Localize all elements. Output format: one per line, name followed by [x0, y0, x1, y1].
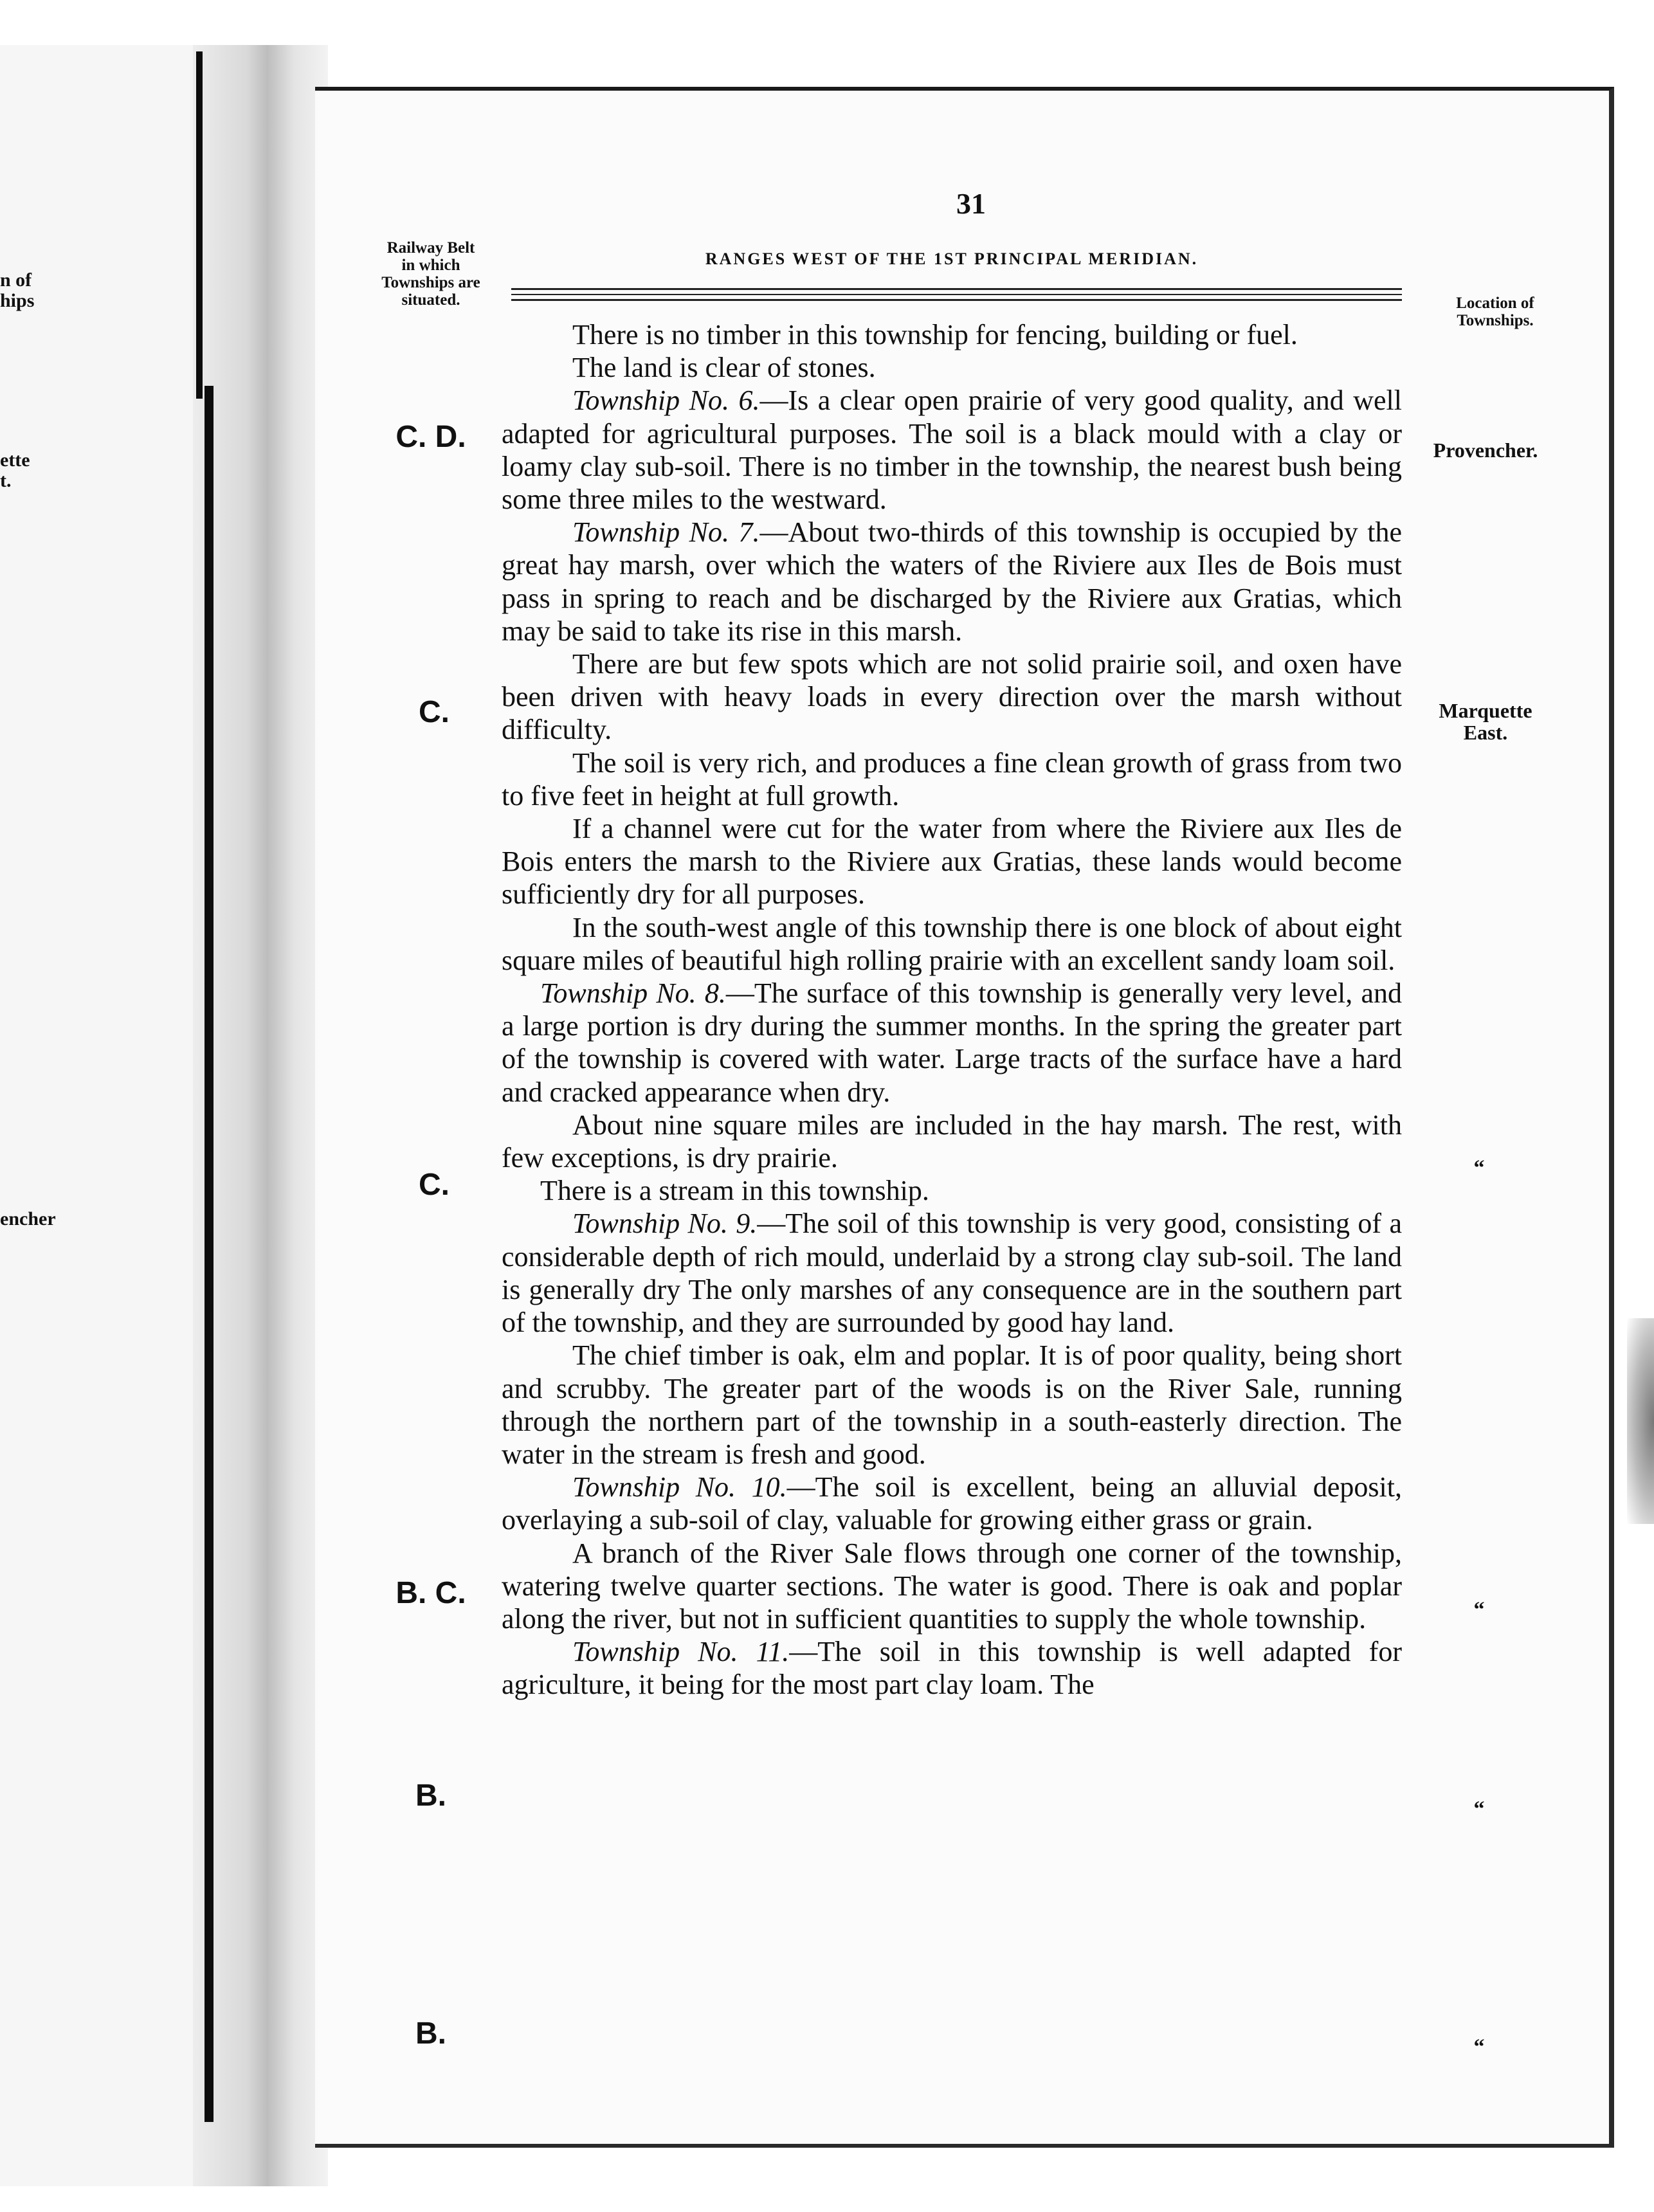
paragraph: About nine square miles are included in the hay marsh. The rest, with few exceptions, is dry prairie.: [502, 1109, 1402, 1174]
paragraph-text: —The soil in this township is well adapted for agriculture, it being for the most part clay loam. The: [502, 1636, 1402, 1701]
binding-shadow: [196, 51, 203, 399]
left-page-fragment: ette t.: [0, 449, 30, 491]
railway-belt-label: B.: [415, 1779, 446, 1813]
left-page-fragment: encher: [0, 1208, 56, 1229]
paragraph: [502, 1635, 1402, 1701]
paragraph: There is no timber in this township for fencing, building or fuel.: [572, 319, 1298, 350]
left-page-edge: [0, 45, 195, 2186]
railway-belt-label: C.: [419, 695, 450, 729]
township-title: Township No. 6.: [572, 385, 760, 417]
paragraph-text: —About two-thirds of this township is occupied by the great hay marsh, over which the waters of the Riviere aux Iles de Bois must pass in spring to reach and be discharged by the Riviere aux Gratias, which may be said to take its rise in this marsh.: [502, 516, 1402, 647]
paragraph: [502, 1207, 1402, 1339]
side-heading-line: Railway Belt: [386, 239, 475, 257]
paragraph-text: —The soil of this township is very good, consisting of a considerable depth of rich mould, underlaid by a strong clay sub-soil. The land is generally dry The only marshes of any consequence are in the southern part of the township, and they are surrounded by good hay land.: [502, 1208, 1402, 1339]
paragraph-text: —The surface of this township is generally very level, and a large portion is dry during the summer months. In the spring the greater part of the township is covered with water. Large tracts of the surface have a hard and cracked appearance when dry.: [502, 977, 1402, 1108]
township-location-label: Provencher.: [1433, 439, 1538, 462]
township-title: Township No. 10.: [572, 1471, 787, 1503]
header-rule: [511, 299, 1402, 301]
railway-belt-label: C. D.: [395, 420, 466, 454]
body-text: [502, 318, 1402, 1701]
railway-belt-label: B. C.: [395, 1576, 466, 1610]
paragraph: A branch of the River Sale flows through one corner of the township, watering twelve quarter sections. The water is good. There is oak and poplar along the river, but not in sufficient quantities to supply the whole township.: [502, 1537, 1402, 1635]
railway-belt-label: C.: [419, 1168, 450, 1202]
paragraph: The land is clear of stones.: [572, 352, 876, 384]
township-title: Township No. 7.: [572, 516, 760, 548]
edge-shadow: [1627, 1318, 1654, 1524]
paragraph: There is a stream in this township.: [540, 1175, 929, 1207]
township-location-label: Marquette East.: [1439, 699, 1532, 744]
ditto-mark: “: [1473, 1598, 1485, 1622]
side-heading-line: Location of: [1456, 295, 1534, 312]
left-page-fragment: n of hips: [0, 269, 35, 311]
paragraph: The soil is very rich, and produces a fine clean growth of grass from two to five feet in height at full growth.: [502, 747, 1402, 811]
side-heading-left: [350, 239, 511, 309]
paragraph: [502, 1471, 1402, 1536]
paragraph: [502, 977, 1402, 1109]
township-title: Township No. 11.: [572, 1636, 790, 1668]
header-rule: [511, 294, 1402, 295]
side-heading-line: in which: [401, 257, 460, 274]
paragraph: The chief timber is oak, elm and poplar. It is of poor quality, being short and scrubby. The greater part of the woods is on the River Sale, running through the northern part of the township in a south-easterly direction. The water in the stream is fresh and good.: [502, 1339, 1402, 1470]
running-head: RANGES WEST OF THE 1ST PRINCIPAL MERIDIAN.: [705, 249, 1199, 268]
side-heading-right: [1434, 295, 1556, 329]
binding-shadow: [204, 386, 214, 2122]
ditto-mark: “: [1473, 1797, 1485, 1821]
township-title: Township No. 8.: [540, 977, 726, 1010]
paragraph-text: —The soil is excellent, being an alluvial deposit, overlaying a sub-soil of clay, valuable for growing either grass or grain.: [502, 1471, 1402, 1536]
side-heading-line: situated.: [401, 291, 460, 309]
paragraph: In the south-west angle of this township there is one block of about eight square miles of beautiful high rolling prairie with an excellent sandy loam soil.: [502, 911, 1402, 976]
page-number: 31: [956, 187, 986, 220]
railway-belt-label: B.: [415, 2017, 446, 2051]
paragraph: [502, 516, 1402, 648]
paragraph-text: —Is a clear open prairie of very good quality, and well adapted for agricultural purposes. The soil is a black mould with a clay or loamy clay sub-soil. There is no timber in the township, the nearest bush being some three miles to the westward.: [502, 385, 1402, 516]
paragraph: [502, 384, 1402, 516]
paragraph: There are but few spots which are not solid prairie soil, and oxen have been driven with heavy loads in every direction over the marsh without difficulty.: [502, 648, 1402, 746]
side-heading-line: Townships.: [1457, 312, 1534, 329]
ditto-mark: “: [1473, 2035, 1485, 2059]
paragraph: If a channel were cut for the water from where the Riviere aux Iles de Bois enters the marsh to the Riviere aux Gratias, these lands would become sufficiently dry for all purposes.: [502, 813, 1402, 911]
township-title: Township No. 9.: [572, 1208, 758, 1240]
ditto-mark: “: [1473, 1156, 1485, 1180]
header-rule: [511, 288, 1402, 290]
side-heading-line: Townships are: [381, 274, 480, 291]
